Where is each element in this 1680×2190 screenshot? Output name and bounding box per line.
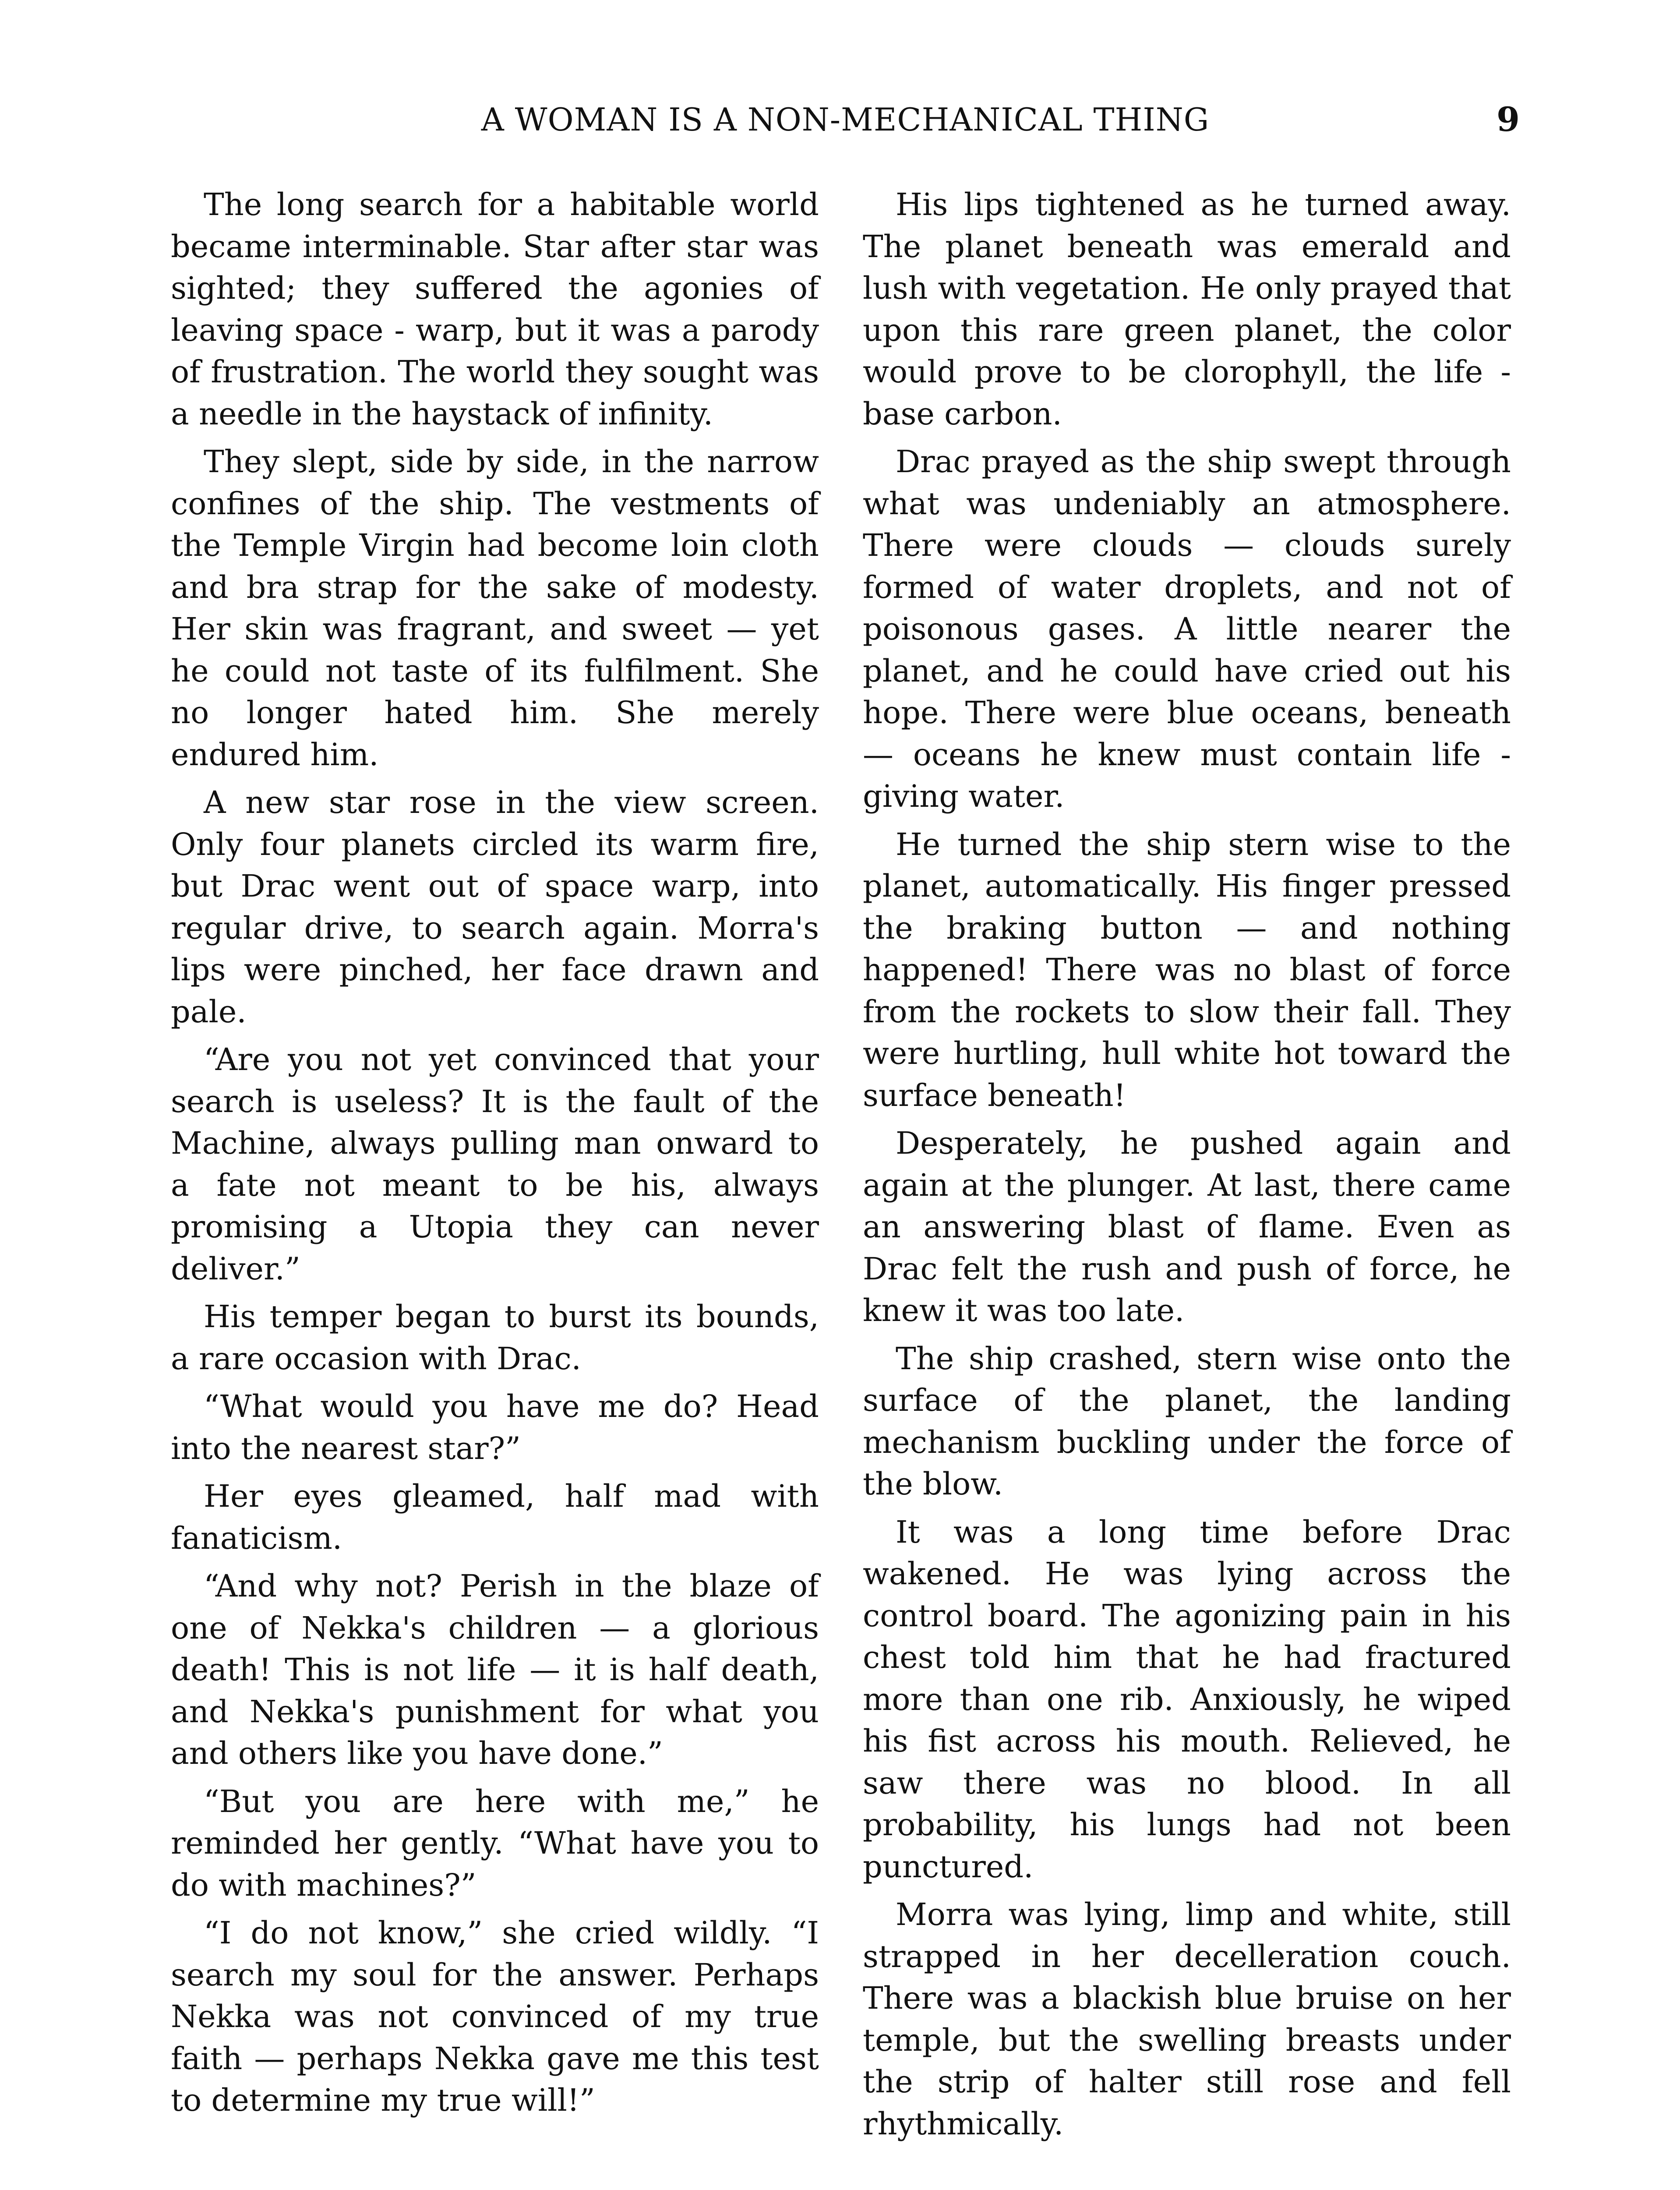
left-text-column [171, 184, 819, 2128]
page-number: 9 [1496, 100, 1520, 139]
paragraph: The long search for a habitable world became interminable. Star after star was sighted; they suffered the agonies of leaving space - warp, but it was a parody of frustration. The world they sought was a needle in the haystack of infinity. [171, 187, 819, 432]
paragraph: He turned the ship stern wise to the planet, automatically. His finger pressed the braking button — and nothing happened! There was no blast of force from the rockets to slow their fall. They were hurtling, hull white hot toward the surface beneath! [863, 826, 1511, 1113]
paragraph: The ship crashed, stern wise onto the surface of the planet, the landing mechanism buckling under the force of the blow. [863, 1340, 1511, 1502]
paragraph: It was a long time before Drac wakened. He was lying across the control board. The agonizing pain in his chest told him that he had fractured more than one rib. Anxiously, he wiped his fist across his mouth. Relieved, he saw there was no blood. In all probability, his lungs had not been punctured. [863, 1514, 1511, 1885]
paragraph: “What would you have me do? Head into the nearest star?” [171, 1388, 819, 1466]
paragraph: His temper began to burst its bounds, a rare occasion with Drac. [171, 1299, 819, 1377]
paragraph: Desperately, he pushed again and again at the plunger. At last, there came an answering blast of flame. Even as Drac felt the rush and push of force, he knew it was too late. [863, 1125, 1511, 1328]
paragraph: Her eyes gleamed, half mad with fanaticism. [171, 1478, 819, 1556]
paragraph: Drac prayed as the ship swept through what was undeniably an atmosphere. There were clouds — clouds surely formed of water droplets, and not of poisonous gases. A little nearer the planet, and he could have cried out his hope. There were blue oceans, beneath — oceans he knew must contain life - giving water. [863, 444, 1511, 814]
paragraph: “I do not know,” she cried wildly. “I search my soul for the answer. Perhaps Nekka was not convinced of my true faith — perhaps Nekka gave me this test to determine my true will!” [171, 1915, 819, 2118]
running-title: A WOMAN IS A NON-MECHANICAL THING [481, 101, 1210, 138]
paragraph: They slept, side by side, in the narrow confines of the ship. The vestments of the Temple Virgin had become loin cloth and bra strap for the sake of modesty. Her skin was fragrant, and sweet — yet he could not taste of its fulfilment. She no longer hated him. She merely endured him. [171, 444, 819, 773]
paragraph: A new star rose in the view screen. Only four planets circled its warm fire, but Drac went out of space warp, into regular drive, to search again. Morra's lips were pinched, her face drawn and pale. [171, 784, 819, 1030]
paragraph: “Are you not yet convinced that your search is useless? It is the fault of the Machine, always pulling man onward to a fate not meant to be his, always promising a Utopia they can never deliver.” [171, 1042, 819, 1287]
paragraph: “And why not? Perish in the blaze of one of Nekka's children — a glorious death! This is not life — it is half death, and Nekka's punishment for what you and others like you have done.” [171, 1568, 819, 1771]
paragraph: “But you are here with me,” he reminded her gently. “What have you to do with machines?” [171, 1783, 819, 1903]
paragraph: Morra was lying, limp and white, still strapped in her decelleration couch. There was a blackish blue bruise on her temple, but the swelling breasts under the strip of halter still rose and fell rhythmically. [863, 1897, 1511, 2142]
paragraph: His lips tightened as he turned away. The planet beneath was emerald and lush with vegetation. He only prayed that upon this rare green planet, the color would prove to be clorophyll, the life - base carbon. [863, 187, 1511, 432]
right-text-column [863, 184, 1511, 2151]
